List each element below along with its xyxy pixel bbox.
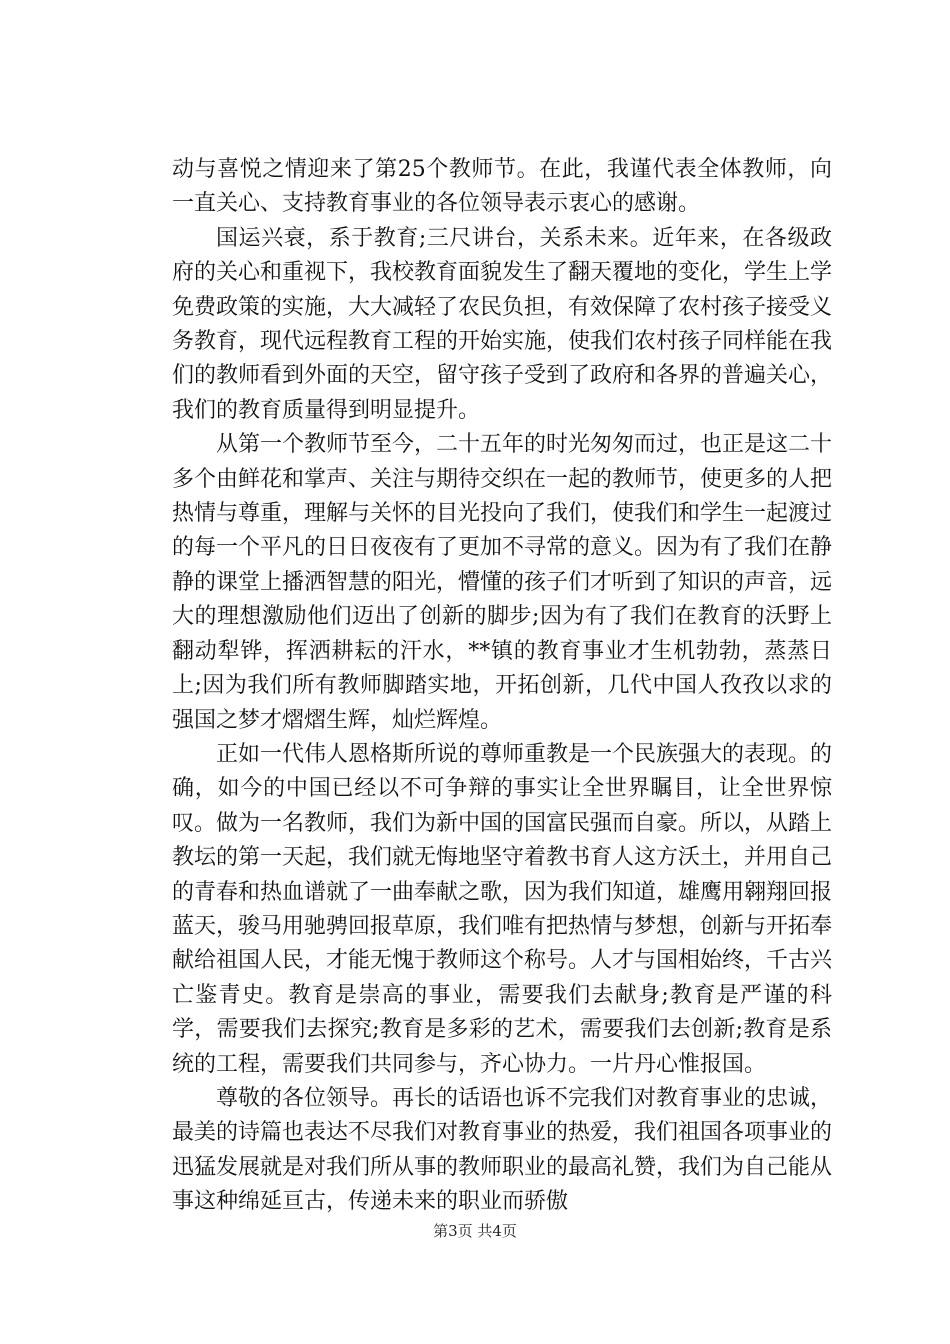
paragraph-5: 尊敬的各位领导。再长的话语也诉不完我们对教育事业的忠诚，最美的诗篇也表达不尽我们对教育事业的热爱，我们祖国各项事业的迅猛发展就是对我们所从事的教师职业的最高礼赞，我们为自己能从事这种绵延亘古，传递未来的职业而骄傲 [172, 1085, 833, 1215]
paragraph-4: 正如一代伟人恩格斯所说的尊师重教是一个民族强大的表现。的确，如今的中国已经以不可争辩的事实让全世界瞩目，让全世界惊叹。做为一名教师，我们为新中国的国富民强而自豪。所以，从踏上教坛的第一天起，我们就无悔地坚守着教书育人这方沃土，并用自己的青春和热血谱就了一曲奉献之歌，因为我们知道，雄鹰用翱翔回报蓝天，骏马用驰骋回报草原，我们唯有把热情与梦想，创新与开拓奉献给祖国人民，才能无愧于教师这个称号。人才与国相始终，千古兴亡鉴青史。教育是崇高的事业，需要我们去献身;教育是严谨的科学，需要我们去探究;教育是多彩的艺术，需要我们去创新;教育是系统的工程，需要我们共同参与，齐心协力。一片丹心惟报国。 [172, 741, 833, 1077]
paragraph-1: 动与喜悦之情迎来了第25个教师节。在此，我谨代表全体教师，向一直关心、支持教育事业的各位领导表示衷心的感谢。 [172, 157, 832, 217]
page-footer: 第3页 共4页 [433, 1222, 517, 1240]
paragraph-3: 从第一个教师节至今，二十五年的时光匆匆而过，也正是这二十多个由鲜花和掌声、关注与期待交织在一起的教师节，使更多的人把热情与尊重，理解与关怀的目光投向了我们，使我们和学生一起渡过的每一个平凡的日日夜夜有了更加不寻常的意义。因为有了我们在静静的课堂上播洒智慧的阳光，懵懂的孩子们才听到了知识的声音，远大的理想激励他们迈出了创新的脚步;因为有了我们在教育的沃野上翻动犁铧，挥洒耕耘的汗水，**镇的教育事业才生机勃勃，蒸蒸日上;因为我们所有教师脚踏实地，开拓创新，几代中国人孜孜以求的强国之梦才熠熠生辉，灿烂辉煌。 [172, 432, 833, 733]
body-text [172, 153, 832, 1220]
paragraph-2: 国运兴衰，系于教育;三尺讲台，关系未来。近年来，在各级政府的关心和重视下，我校教育面貌发生了翻天覆地的变化，学生上学免费政策的实施，大大减轻了农民负担，有效保障了农村孩子接受义务教育，现代远程教育工程的开始实施，使我们农村孩子同样能在我们的教师看到外面的天空，留守孩子受到了政府和各界的普遍关心，我们的教育质量得到明显提升。 [172, 225, 833, 423]
